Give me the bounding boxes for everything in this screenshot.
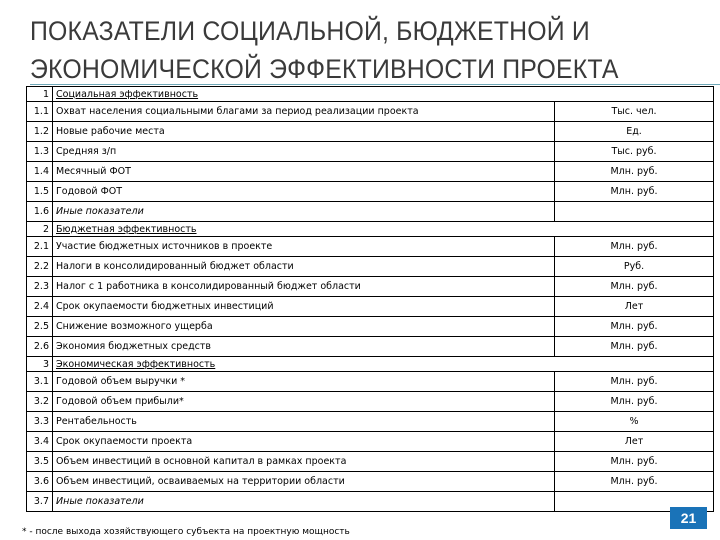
table-row	[27, 277, 714, 297]
page-number-badge: 21	[670, 507, 707, 529]
row-number: 3.5	[27, 452, 53, 472]
row-indicator: Новые рабочие места	[53, 122, 555, 142]
row-indicator: Срок окупаемости проекта	[53, 432, 555, 452]
title-line-1: ПОКАЗАТЕЛИ СОЦИАЛЬНОЙ, БЮДЖЕТНОЙ И	[30, 16, 590, 46]
row-indicator: Месячный ФОТ	[53, 162, 555, 182]
row-unit: Тыс. руб.	[555, 142, 714, 162]
section-label: Бюджетная эффективность	[53, 222, 714, 237]
row-unit: Млн. руб.	[555, 337, 714, 357]
row-unit: Млн. руб.	[555, 277, 714, 297]
section-row	[27, 87, 714, 102]
row-number: 2.3	[27, 277, 53, 297]
row-indicator: Объем инвестиций, осваиваемых на территории области	[53, 472, 555, 492]
row-indicator: Экономия бюджетных средств	[53, 337, 555, 357]
row-indicator: Иные показатели	[53, 202, 555, 222]
title-line-2: ЭКОНОМИЧЕСКОЙ ЭФФЕКТИВНОСТИ ПРОЕКТА	[30, 54, 619, 84]
row-indicator: Годовой объем выручки *	[53, 372, 555, 392]
row-number: 1.5	[27, 182, 53, 202]
row-unit: Руб.	[555, 257, 714, 277]
table-row	[27, 122, 714, 142]
row-indicator: Налоги в консолидированный бюджет области	[53, 257, 555, 277]
table-row	[27, 337, 714, 357]
row-number: 3.3	[27, 412, 53, 432]
row-unit: Ед.	[555, 122, 714, 142]
row-number: 2.2	[27, 257, 53, 277]
row-indicator: Участие бюджетных источников в проекте	[53, 237, 555, 257]
section-number: 1	[27, 87, 53, 102]
section-label: Экономическая эффективность	[53, 357, 714, 372]
table-row	[27, 492, 714, 512]
table-row	[27, 452, 714, 472]
indicators-table-body	[27, 87, 714, 512]
row-number: 2.1	[27, 237, 53, 257]
table-row	[27, 432, 714, 452]
table-row	[27, 372, 714, 392]
row-indicator: Иные показатели	[53, 492, 555, 512]
row-unit: Млн. руб.	[555, 317, 714, 337]
row-unit: Лет	[555, 432, 714, 452]
footnote: * - после выхода хозяйствующего субъекта на проектную мощность	[22, 527, 350, 537]
row-unit: Тыс. чел.	[555, 102, 714, 122]
row-number: 1.3	[27, 142, 53, 162]
table-row	[27, 202, 714, 222]
section-row	[27, 357, 714, 372]
row-indicator: Рентабельность	[53, 412, 555, 432]
table-row	[27, 317, 714, 337]
table-row	[27, 472, 714, 492]
table-row	[27, 392, 714, 412]
section-row	[27, 222, 714, 237]
row-indicator: Налог с 1 работника в консолидированный бюджет области	[53, 277, 555, 297]
table-row	[27, 412, 714, 432]
row-indicator: Годовой ФОТ	[53, 182, 555, 202]
row-number: 1.2	[27, 122, 53, 142]
row-indicator: Охват населения социальными благами за период реализации проекта	[53, 102, 555, 122]
section-number: 3	[27, 357, 53, 372]
row-indicator: Объем инвестиций в основной капитал в рамках проекта	[53, 452, 555, 472]
row-number: 3.2	[27, 392, 53, 412]
row-number: 2.4	[27, 297, 53, 317]
table-row	[27, 257, 714, 277]
section-label: Социальная эффективность	[53, 87, 714, 102]
row-indicator: Снижение возможного ущерба	[53, 317, 555, 337]
row-unit: Млн. руб.	[555, 472, 714, 492]
row-number: 3.7	[27, 492, 53, 512]
row-number: 2.5	[27, 317, 53, 337]
row-indicator: Годовой объем прибыли*	[53, 392, 555, 412]
section-number: 2	[27, 222, 53, 237]
row-unit	[555, 202, 714, 222]
row-number: 2.6	[27, 337, 53, 357]
row-number: 3.4	[27, 432, 53, 452]
table-row	[27, 142, 714, 162]
row-unit: Млн. руб.	[555, 237, 714, 257]
row-number: 3.1	[27, 372, 53, 392]
title-divider	[30, 84, 720, 85]
row-number: 1.6	[27, 202, 53, 222]
row-number: 3.6	[27, 472, 53, 492]
row-unit: Млн. руб.	[555, 182, 714, 202]
row-unit: Млн. руб.	[555, 372, 714, 392]
row-number: 1.4	[27, 162, 53, 182]
indicators-table	[26, 86, 714, 512]
row-indicator: Срок окупаемости бюджетных инвестиций	[53, 297, 555, 317]
row-indicator: Средняя з/п	[53, 142, 555, 162]
row-unit: Млн. руб.	[555, 452, 714, 472]
row-unit: Лет	[555, 297, 714, 317]
table-row	[27, 182, 714, 202]
table-row	[27, 102, 714, 122]
indicators-table-wrapper	[26, 86, 713, 512]
row-unit: Млн. руб.	[555, 392, 714, 412]
page-title	[30, 12, 656, 88]
table-row	[27, 297, 714, 317]
table-row	[27, 162, 714, 182]
row-unit: Млн. руб.	[555, 162, 714, 182]
row-number: 1.1	[27, 102, 53, 122]
row-unit: %	[555, 412, 714, 432]
table-row	[27, 237, 714, 257]
